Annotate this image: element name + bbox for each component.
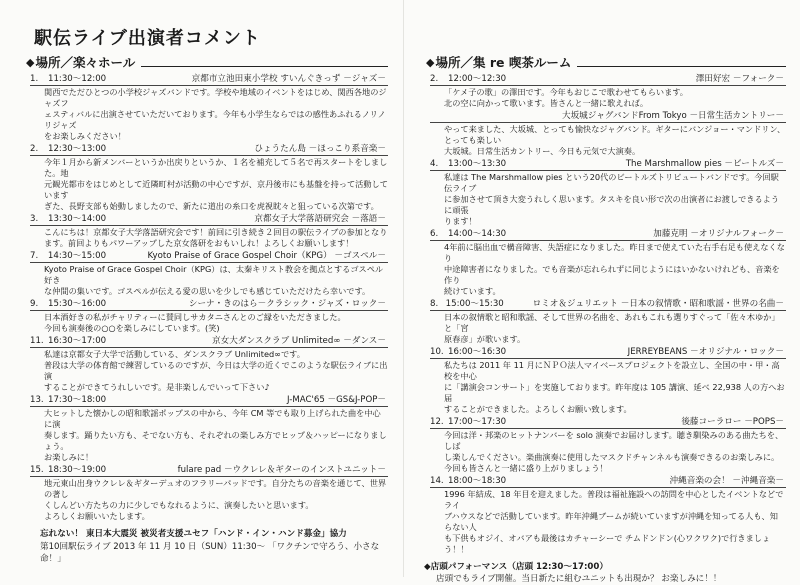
comment-line: ります！ [444,216,477,226]
entry-header [30,74,388,86]
entry-time: 17:00～17:30 [448,417,507,427]
entry-number: 2. [30,144,39,154]
entry-comment [444,124,786,157]
fold-line [403,0,404,577]
entry-performer: fulare pad －ウクレレ＆ギターのインストユニット－ [177,465,386,475]
entry-time: 11:30～12:00 [48,74,107,84]
comment-line: に「講演会コンサート」を実施しております。昨年度は 105 講演、延べ 22,938 人の方へお届 [444,382,785,403]
entry-time: 14:30～15:00 [47,251,107,261]
entry-performer: The Marshmallow pies －ビートルズ－ [625,159,784,169]
entry-comment [44,312,388,334]
entry-comment [444,489,786,555]
entry-time: 18:00～18:30 [448,476,507,486]
comment-line: も下供もオジイ、オバアも最後はカチャーシーで チムドンドン(心ワクワク)で行きましょう！！ [444,533,771,554]
entry-number: 3. [30,214,39,224]
comment-line: 関西でただひとつの小学校ジャズバンドです。学校や地域のイベントをはじめ、関西各地のジャズフ [44,87,387,108]
comment-line: 今年１月から新メンバーというか出戻りというか、１名を補充して５名で再スタートをしました。地 [44,157,388,178]
entry-number: 14. [430,476,444,486]
right-column [420,52,786,585]
performer-entry [430,347,786,415]
comment-line: をお楽しみください！ [44,131,126,141]
page-title: 駅伝ライブ出演者コメント [34,28,261,49]
comment-line: 1996 年結成、18 年目を迎えました。普段は福祉施設への訪問を中心としたイベントなどでライ [444,489,784,510]
entry-header [430,417,786,429]
entry-performer: 京都女子大学落語研究会 －落語－ [254,214,386,224]
comment-line: に参加させて頂き大変うれしく思います。タスキを良い形で次の出演者にお渡しできるように頑張 [444,194,780,215]
shop-body: 店頭でもライブ開催。当日新たに組むユニットも出現か？ お楽しみに！！ [436,574,722,584]
entry-time: 17:30～18:00 [48,395,107,405]
entry-performer: 澤田好宏 －フォーク－ [695,74,784,84]
entry-number: 8. [430,299,439,309]
entry-header [30,336,388,348]
entry-time: 13:00～13:30 [448,159,507,169]
entry-header [430,229,786,241]
performer-entry [30,336,388,393]
entry-performer: 京女大ダンスクラブ Unlimited∞ －ダンス－ [212,336,386,346]
comment-line: 奏します。踊りたい方も、そでない方も、それぞれの楽しみ方でヒップ＆ハッピーになりましょう。 [44,430,387,451]
entry-comment [44,264,388,297]
performer-entry [30,251,388,297]
entry-comment [44,349,388,393]
entry-comment [444,430,786,474]
entry-number: 6. [430,229,439,239]
notice-line-2: 第10回駅伝ライブ 2013 年 11 月 10 日（SUN）11:30～ 「ワクチンで守ろう、小さな命！」 [40,541,380,564]
entry-time: 13:30～14:00 [48,214,107,224]
entry-number: 15. [30,465,44,475]
entry-comment [444,312,786,345]
comment-line: し楽しんでください。楽曲演奏に使用したマスクドチャンネルも演奏できるのお楽しみに。 [444,452,780,462]
performer-entry [430,417,786,474]
comment-line: 私たちは 2011 年 11 月にＮＰＯ法人マイベースプロジェクトを設立し、全国の中・甲・高校を中心 [444,360,780,381]
comment-line: な仲間の集いです。ゴスペルが伝える愛の思いを少しでも感じていただけたら幸いです。 [44,286,371,296]
venue-header-right [426,52,786,72]
entry-comment [444,242,786,297]
comment-line: 日本酒好きの私がチャリティーに賛同しサカタニさんとのご縁をいただきました。 [44,312,346,322]
comment-line: 私達は京都女子大学で活動している、ダンスクラブ Unlimited∞です。 [44,349,305,359]
entry-header [30,395,388,407]
entry-time: 15:00～15:30 [445,299,504,309]
comment-line: 「ケメ子の歌」の澤田です。今年もおじこで歌わせてもらいます。 [444,87,688,97]
entry-comment [444,87,786,109]
comment-line: 続けています。 [444,286,501,296]
comment-line: ます。前回よりもパワーアップした京女落研をおもいしれ！よろしくお願いします！ [44,238,354,248]
diamond-icon: ◆ [426,55,435,69]
entry-performer: JERREYBEANS －オリジナル・ロック－ [627,347,784,357]
entry-number: 12. [430,417,444,427]
comment-line: くしんどい方たちの力に少しでもなれるように、演奏したいと思います。 [44,500,314,510]
comment-line: 今回も演奏後の○○を楽しみにしています。(笑) [44,323,220,333]
entry-number: 2. [430,74,439,84]
entry-header [30,465,388,477]
comment-line: 北の空に向かって歌います。皆さんと一緒に歌えれば。 [444,98,649,108]
entry-header [430,74,786,86]
shop-performance [424,561,786,585]
comment-line: 4年前に脳出血で構音障害、失語症になりました。昨日まで使えていた右手右足も使えなくなり [444,242,785,263]
comment-line: 中途障害者になりました。でも音楽が忘れられずに同じようにはいかないけれども、音楽を作り [444,264,780,285]
comment-line: 原春彦」が歌います。 [444,334,526,344]
entry-performer: 加藤克明 －オリジナルフォーク－ [653,229,784,239]
left-column [20,52,388,566]
comment-line: することができてうれしいです。是非楽しんでいって下さい♪ [44,382,270,392]
entry-time: 12:00～12:30 [448,74,507,84]
entry-header [430,347,786,359]
performer-entry [430,299,786,345]
performer-entry [30,299,388,334]
performer-entry [30,74,388,142]
entry-comment [444,172,786,227]
venue-header-left [26,52,388,72]
entry-performer: 京都市立池田東小学校 すいんぐきっず －ジャズ－ [191,74,386,84]
entry-time: 12:30～13:00 [48,144,107,154]
performer-entry [430,111,786,157]
entry-comment [44,478,388,522]
comment-line: ェスティバルに出演させていただいております。今年も小学生ならではの感性あふれるノリノリジャズ [44,109,386,130]
comment-line: よろしくお願いいたします。 [44,511,150,521]
entry-comment [44,87,388,142]
entry-comment [44,227,388,249]
entry-performer: シーナ・きのはら－クラシック・ジャズ・ロック－ [188,299,386,309]
notice [40,528,388,566]
comment-line: Kyoto Praise of Grace Gospel Choir（KPG）は、太秦キリスト教会を拠点とするゴスペル好き [44,264,384,285]
entry-comment [44,408,388,463]
shop-heading: ◆店頭パフォーマンス（店頭 12:30～17:00） [424,562,608,572]
performer-entry [30,465,388,522]
entry-header [30,251,388,263]
entry-header [430,111,786,123]
comment-line: 地元東山出身ウクレレ＆ギターデュオのフラリーパッドです。自分たちの音楽を通じて、世界の著し [44,478,387,499]
entry-header [30,299,388,311]
comment-line: ぎた、長野支部も始動しましたので、新たに道出の糸口を虎視眈々と狙っている次第です。 [44,201,379,211]
entry-time: 18:30～19:00 [48,465,107,475]
entry-number: 1. [30,74,39,84]
comment-line: することができました。よろしくお願い致します。 [444,404,632,414]
entry-time: 16:00～16:30 [448,347,507,357]
performer-entry [430,476,786,555]
comment-line: 大ヒットした懐かしの昭和歌謡ポップスの中から、今年 CM 等でも取り上げられた曲を中心に演 [44,408,381,429]
comment-line: 今回も皆さんと一緒に盛り上がりましょう！ [444,463,608,473]
entry-header [430,299,786,311]
performer-entry [430,159,786,227]
entry-time: 16:30～17:00 [48,336,107,346]
venue-label: 場所／集 re 喫茶ルーム [435,55,572,70]
entry-comment [44,157,388,212]
entry-performer: 沖縄音楽の会！ －沖縄音楽－ [669,476,784,486]
entry-time: 15:30～16:00 [48,299,107,309]
entry-number: 11. [30,336,44,346]
performer-entry [430,229,786,297]
entry-performer: Kyoto Praise of Grace Gospel Choir（KPG） －ゴスペル－ [147,251,386,261]
comment-line: お楽しみに！ [44,452,94,462]
entry-header [430,476,786,488]
comment-line: 元観光都市をはじめとして近隣町村が活動の中心ですが、京丹後市にも基盤を持って活動しています [44,179,388,200]
comment-line: 普段は大学の体育館で練習しているのですが、今日は大学の近くでこのような駅伝ライブに出演 [44,360,388,381]
entry-header [30,214,388,226]
entry-header [430,159,786,171]
entry-comment [444,360,786,415]
comment-line: こんにちは！京都女子大学落語研究会です！前回に引き続き２回目の駅伝ライブの参加となり [44,227,388,237]
entry-performer: J-MAC'65 －GS&J-POP－ [287,395,386,405]
entry-list-right [420,74,786,555]
divider [577,58,786,67]
entry-performer: 大坂城ジャグバンドFrom Tokyo －日常生活カントリー－ [561,111,784,121]
performer-entry [430,74,786,109]
comment-line: 今回は洋・邦楽のヒットナンバーを solo 演奏でお届けします。聴き馴染みのある曲たちを、しば [444,430,784,451]
entry-performer: ひょうたん島 －ほっこり系音楽－ [254,144,386,154]
entry-number: 10. [430,347,444,357]
entry-list-left [20,74,388,522]
diamond-icon: ◆ [26,55,35,69]
venue-label: 場所／楽々ホール [35,55,136,70]
entry-header [30,144,388,156]
entry-time: 14:00～14:30 [448,229,507,239]
entry-number: 9. [30,299,39,309]
comment-line: ブハウスなどで活動しています。昨年沖縄ブームが続いていますが沖縄を知ってる人も、知らない人 [444,511,778,532]
entry-number: 7. [30,251,39,261]
comment-line: 日本の叙情歌と昭和歌謡、そして世界の名曲を、あれもこれも選りすぐって「佐々木ゆか」と「宮 [444,312,780,333]
performer-entry [30,144,388,212]
entry-number: 13. [30,395,44,405]
notice-line-1: 忘れない！ 東日本大震災 被災者支援ユセフ「ハンド・イン・ハンド募金」協力 [40,529,347,539]
entry-number: 4. [430,159,439,169]
entry-performer: 後藤コーラロー －POPS－ [681,417,784,427]
entry-performer: ロミオ＆ジュリエット －日本の叙情歌・昭和歌謡・世界の名曲－ [532,299,784,309]
comment-line: 私達は The Marshmallow pies という20代のビートルズトリビュートバンドです。今回駅伝ライブ [444,172,779,193]
divider [141,58,388,67]
comment-line: やって来ました、大坂城、とっても愉快なジャグバンド。ギターにバンジョー・マンドリン、とっても楽しい [444,124,786,145]
performer-entry [30,214,388,249]
performer-entry [30,395,388,463]
comment-line: 大坂城。日常生活カントリー、今日も元気で大演奏。 [444,146,641,156]
